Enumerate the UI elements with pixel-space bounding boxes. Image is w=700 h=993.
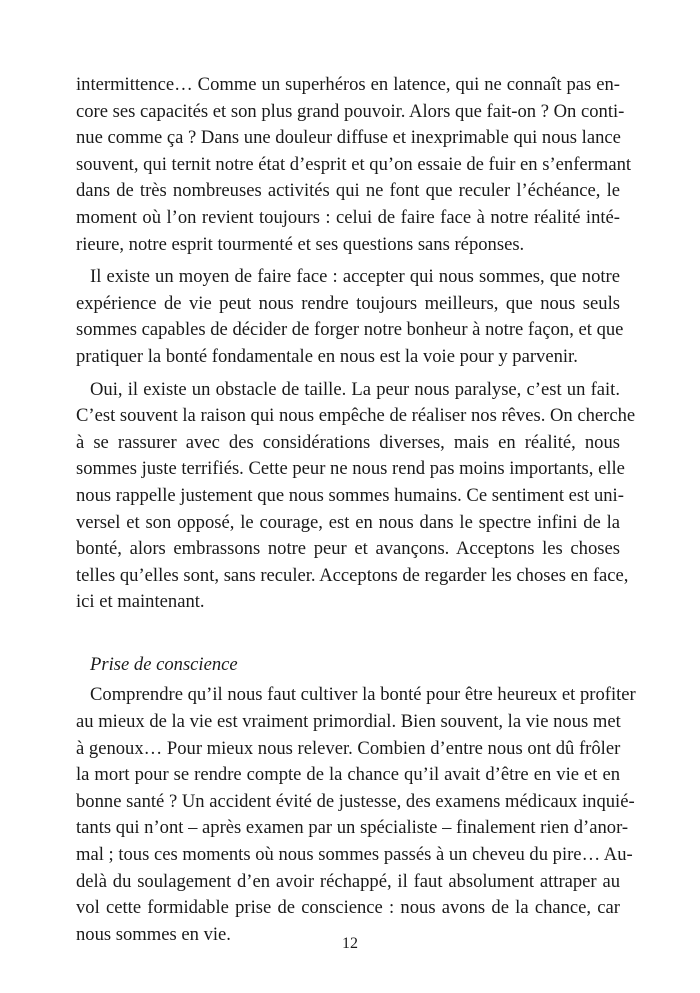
text-line: core ses capacités et son plus grand pouvoir. Alors que fait-on ? On conti- [76,100,625,122]
text-line: la mort pour se rendre compte de la chance qu’il avait d’être en vie et en [76,764,620,786]
text-line: moment où l’on revient toujours : celui de faire face à notre réalité inté- [76,206,620,228]
text-line: ici et maintenant. [76,591,205,613]
section-paragraph [76,682,636,948]
text-line: intermittence… Comme un superhéros en latence, qui ne connaît pas en- [76,74,620,95]
section-heading: Prise de conscience [90,653,238,675]
text-line: bonté, alors embrassons notre peur et avançons. Acceptons les choses [76,538,620,560]
text-line: C’est souvent la raison qui nous empêche de réaliser nos rêves. On cherche [76,405,636,427]
text-line: nue comme ça ? Dans une douleur diffuse et inexprimable qui nous lance [76,127,621,149]
text-line: sommes capables de décider de forger notre bonheur à notre façon, et que [76,319,624,341]
text-line: nous rappelle justement que nous sommes humains. Ce sentiment est uni- [76,484,624,506]
paragraph-2 [76,264,624,370]
text-line: à genoux… Pour mieux nous relever. Combien d’entre nous ont dû frôler [76,737,621,759]
text-line: delà du soulagement d’en avoir réchappé, il faut absolument attraper au [76,870,620,892]
text-line: expérience de vie peut nous rendre toujours meilleurs, que nous seuls [76,292,620,314]
text-line: mal ; tous ces moments où nous sommes passés à un cheveu du pire… Au- [76,844,633,866]
text-line: Comprendre qu’il nous faut cultiver la bonté pour être heureux et profiter [90,684,636,706]
paragraph-1 [76,72,632,258]
text-line: vol cette formidable prise de conscience : nous avons de la chance, car [76,897,620,919]
paragraph-3 [76,377,636,616]
text-line: tants qui n’ont – après examen par un spécialiste – finalement rien d’anor- [76,817,629,839]
text-line: bonne santé ? Un accident évité de justesse, des examens médicaux inquié- [76,790,635,812]
text-line: Oui, il existe un obstacle de taille. La peur nous paralyse, c’est un fait. [90,378,620,400]
text-line: rieure, notre esprit tourmenté et ses questions sans réponses. [76,233,525,255]
text-line: pratiquer la bonté fondamentale en nous est la voie pour y parvenir. [76,345,578,367]
page-body [76,72,636,954]
page-number: 12 [342,935,358,952]
text-line: souvent, qui ternit notre état d’esprit et qu’on essaie de fuir en s’enfermant [76,153,632,175]
text-line: telles qu’elles sont, sans reculer. Acceptons de regarder les choses en face, [76,564,629,586]
text-line: Il existe un moyen de faire face : accepter qui nous sommes, que notre [90,266,620,288]
text-line: versel et son opposé, le courage, est en nous dans le spectre infini de la [76,511,620,533]
text-line: nous sommes en vie. [76,923,231,945]
text-line: dans de très nombreuses activités qui ne font que reculer l’échéance, le [76,180,620,202]
text-line: au mieux de la vie est vraiment primordial. Bien souvent, la vie nous met [76,711,621,733]
text-line: à se rassurer avec des considérations diverses, mais en réalité, nous [76,431,620,453]
text-line: sommes juste terrifiés. Cette peur ne nous rend pas moins importants, elle [76,458,625,480]
